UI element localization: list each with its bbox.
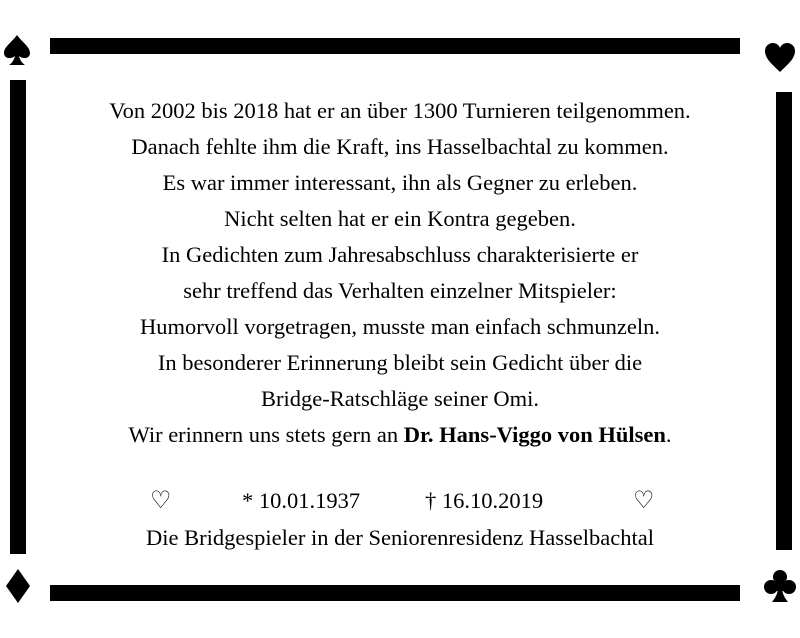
signature-line: Die Bridgespieler in der Seniorenresidenz Hasselbachtal	[146, 525, 654, 550]
birth-date: * 10.01.1937	[242, 488, 361, 513]
text-line: Bridge-Ratschläge seiner Omi.	[260, 386, 540, 411]
text-line: Nicht selten hat er ein Kontra gegeben.	[224, 206, 576, 231]
bottom-border-bar	[50, 585, 740, 601]
deceased-name: Dr. Hans-Viggo von Hülsen	[403, 422, 666, 447]
heart-outline-icon: ♡	[633, 488, 655, 514]
dates-row	[0, 483, 800, 519]
text-line: Von 2002 bis 2018 hat er an über 1300 Turnieren teilgenommen.	[109, 98, 691, 123]
obituary-text	[40, 93, 760, 453]
text-line: Es war immer interessant, ihn als Gegner zu erleben.	[162, 170, 638, 195]
text-line: sehr treffend das Verhalten einzelner Mitspieler:	[183, 278, 617, 303]
remembrance-suffix: .	[665, 422, 672, 447]
spade-icon	[0, 30, 37, 70]
right-border-bar	[776, 92, 792, 550]
remembrance-prefix: Wir erinnern uns stets gern an	[128, 422, 404, 447]
text-line: Humorvoll vorgetragen, musste man einfach schmunzeln.	[139, 314, 661, 339]
remembrance-line	[40, 417, 760, 453]
club-icon	[760, 566, 800, 606]
death-date: † 16.10.2019	[425, 488, 544, 513]
heart-icon	[760, 38, 800, 78]
text-line: Danach fehlte ihm die Kraft, ins Hasselbachtal zu kommen.	[131, 134, 669, 159]
diamond-icon	[0, 566, 38, 606]
top-border-bar	[50, 38, 740, 54]
text-line: In Gedichten zum Jahresabschluss charakterisierte er	[161, 242, 639, 267]
heart-outline-icon: ♡	[150, 488, 172, 514]
text-line: In besonderer Erinnerung bleibt sein Gedicht über die	[157, 350, 643, 375]
